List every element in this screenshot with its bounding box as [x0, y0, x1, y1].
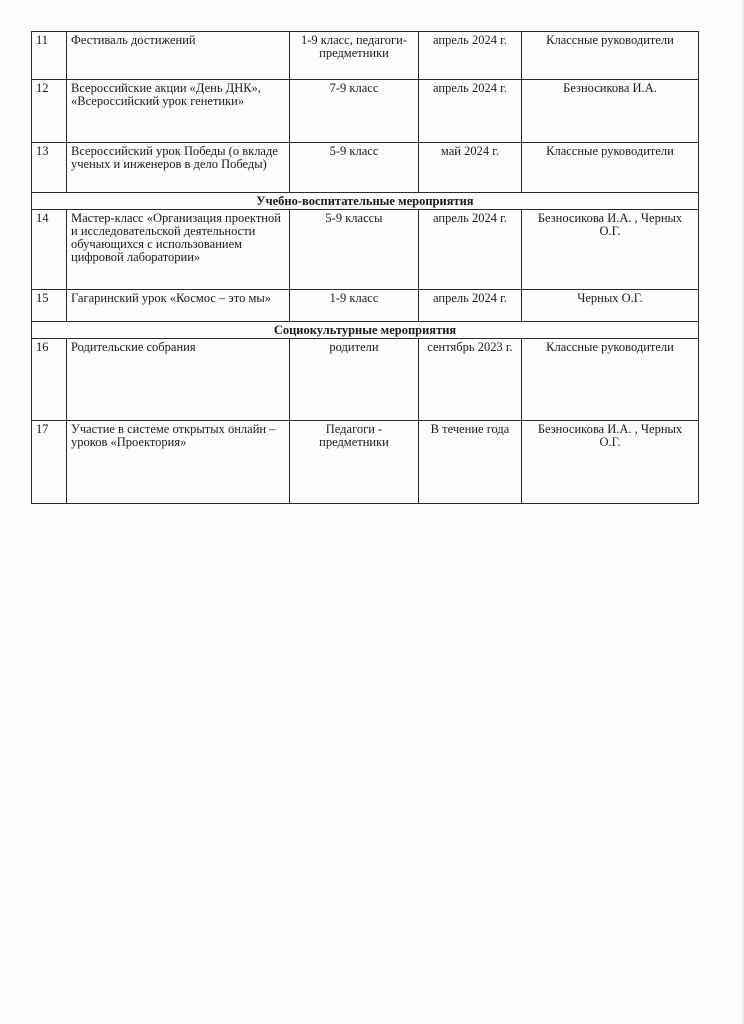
event-responsible: Классные руководители [522, 32, 699, 80]
table-row [32, 32, 699, 80]
section-row [32, 193, 699, 210]
event-responsible: Черных О.Г. [522, 290, 699, 322]
event-name: Гагаринский урок «Космос – это мы» [67, 290, 290, 322]
event-participants: Педагоги - предметники [290, 421, 419, 504]
event-participants: родители [290, 339, 419, 421]
section-row [32, 322, 699, 339]
event-name: Мастер-класс «Организация проектной и исследовательской деятельности обучающихся с использованием цифровой лаборатории» [67, 210, 290, 290]
event-name: Всероссийские акции «День ДНК», «Всероссийский урок генетики» [67, 80, 290, 143]
event-date: май 2024 г. [419, 143, 522, 193]
event-date: апрель 2024 г. [419, 32, 522, 80]
event-participants: 5-9 класс [290, 143, 419, 193]
events-plan-table [31, 31, 699, 504]
row-number: 12 [32, 80, 67, 143]
event-date: апрель 2024 г. [419, 210, 522, 290]
table-row [32, 290, 699, 322]
row-number: 14 [32, 210, 67, 290]
row-number: 13 [32, 143, 67, 193]
event-date: В течение года [419, 421, 522, 504]
event-participants: 1-9 класс [290, 290, 419, 322]
table-row [32, 210, 699, 290]
event-name: Всероссийский урок Победы (о вкладе ученых и инженеров в дело Победы) [67, 143, 290, 193]
event-responsible: Классные руководители [522, 339, 699, 421]
table-row [32, 339, 699, 421]
row-number: 11 [32, 32, 67, 80]
event-name: Участие в системе открытых онлайн – уроков «Проектория» [67, 421, 290, 504]
row-number: 17 [32, 421, 67, 504]
row-number: 16 [32, 339, 67, 421]
event-responsible: Классные руководители [522, 143, 699, 193]
table-row [32, 143, 699, 193]
event-responsible: Безносикова И.А. [522, 80, 699, 143]
event-participants: 7-9 класс [290, 80, 419, 143]
event-responsible: Безносикова И.А. , Черных О.Г. [522, 210, 699, 290]
event-name: Фестиваль достижений [67, 32, 290, 80]
event-responsible: Безносикова И.А. , Черных О.Г. [522, 421, 699, 504]
row-number: 15 [32, 290, 67, 322]
event-date: сентябрь 2023 г. [419, 339, 522, 421]
table-row [32, 421, 699, 504]
table-row [32, 80, 699, 143]
section-title: Социокультурные мероприятия [32, 322, 699, 339]
event-name: Родительские собрания [67, 339, 290, 421]
event-date: апрель 2024 г. [419, 80, 522, 143]
event-date: апрель 2024 г. [419, 290, 522, 322]
section-title: Учебно-воспитательные мероприятия [32, 193, 699, 210]
event-participants: 5-9 классы [290, 210, 419, 290]
event-participants: 1-9 класс, педагоги-предметники [290, 32, 419, 80]
